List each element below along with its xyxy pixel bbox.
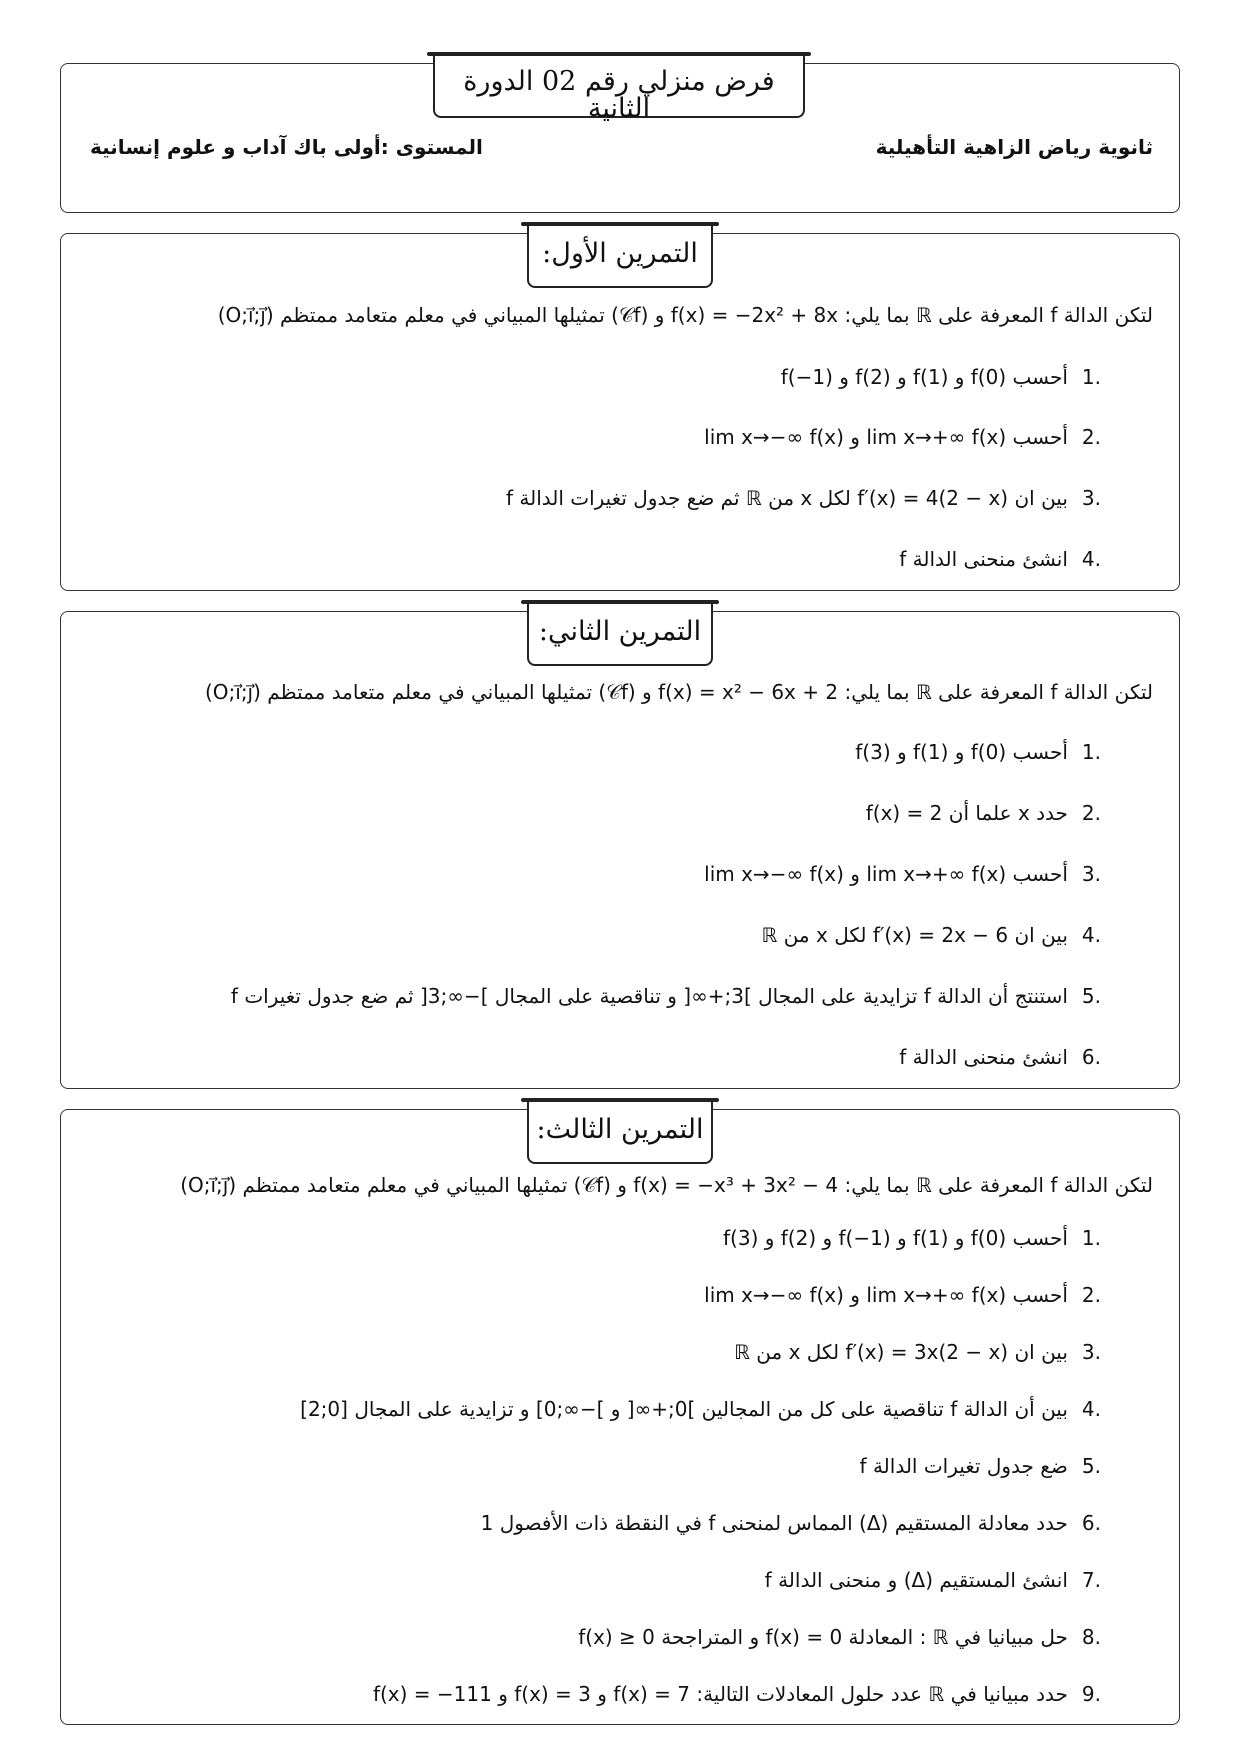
exercise-2-title-tab (527, 604, 713, 666)
question-number: .1 (1081, 1226, 1101, 1250)
question-number: .5 (1081, 1454, 1101, 1478)
question-text: بين أن الدالة f تناقصية على كل من المجالين ]0;+∞[ و ]−∞;0] و تزايدية على المجال [0;2] (300, 1397, 1068, 1421)
question-text: حدد مبيانيا في ℝ عدد حلول المعادلات التالية: f(x) = 7 و f(x) = 3 و f(x) = −111 (372, 1682, 1068, 1706)
exercise-1-title-tab (527, 226, 713, 288)
question-text: أحسب f(0) و f(1) و f(3) (855, 740, 1068, 764)
exercise-2-title: التمرين الثاني: (538, 616, 702, 647)
exercise-3-question-3 (734, 1340, 1101, 1364)
question-number: .6 (1081, 1045, 1101, 1069)
exercise-2-question-5 (231, 984, 1101, 1008)
exercise-3-question-8 (578, 1625, 1101, 1649)
question-text: أحسب f(0) و f(1) و f(−1) و f(2) و f(3) (723, 1226, 1068, 1250)
question-number: .3 (1081, 1340, 1101, 1364)
question-number: .4 (1081, 1397, 1101, 1421)
page-title: فرض منزلي رقم 02 الدورة الثانية (463, 66, 775, 124)
exercise-1-question-2 (704, 425, 1101, 449)
exercise-1-question-4 (899, 547, 1101, 571)
exercise-2-question-3 (704, 862, 1101, 886)
question-number: .3 (1081, 486, 1101, 510)
question-text: بين ان f′(x) = 4(2 − x) لكل x من ℝ ثم ضع جدول تغيرات الدالة f (505, 486, 1068, 510)
question-number: .5 (1081, 984, 1101, 1008)
exercise-2-question-4 (762, 923, 1102, 947)
exercise-3-question-5 (860, 1454, 1101, 1478)
question-text: أحسب f(0) و f(1) و f(2) و f(−1) (780, 365, 1068, 389)
question-text: انشئ منحنى الدالة f (899, 1045, 1068, 1069)
question-number: .6 (1081, 1511, 1101, 1535)
question-text: حدد x علما أن f(x) = 2 (865, 801, 1068, 825)
question-text: أحسب lim x→+∞ f(x) و lim x→−∞ f(x) (704, 1283, 1068, 1307)
level-label: المستوى :أولى باك آداب و علوم إنسانية (90, 135, 483, 159)
exercise-3-question-7 (765, 1568, 1101, 1592)
question-text: ضع جدول تغيرات الدالة f (859, 1454, 1068, 1478)
exercise-3-question-4 (300, 1397, 1101, 1421)
exercise-3-intro: لتكن الدالة f المعرفة على ℝ بما يلي: f(x) = −x³ + 3x² − 4 و (𝒞f) تمثيلها المبياني في معلم متعامد ممتظم (O;i⃗;j⃗) (180, 1173, 1153, 1197)
question-text: استنتج أن الدالة f تزايدية على المجال ]3;+∞[ و تناقصية على المجال ]−∞;3[ ثم ضع جدول تغيرات f (230, 984, 1068, 1008)
question-number: .1 (1081, 365, 1101, 389)
exercise-3-question-9 (373, 1682, 1101, 1706)
question-number: .9 (1081, 1682, 1101, 1706)
exercise-3-question-6 (481, 1511, 1101, 1535)
exercise-2-question-6 (899, 1045, 1101, 1069)
question-number: .1 (1081, 740, 1101, 764)
question-number: .2 (1081, 425, 1101, 449)
exercise-3-title-tab (527, 1102, 713, 1164)
exercise-1-question-3 (506, 486, 1101, 510)
question-text: حل مبيانيا في ℝ : المعادلة f(x) = 0 و المتراجحة f(x) ≥ 0 (578, 1625, 1068, 1649)
exercise-3-question-1 (723, 1226, 1101, 1250)
question-number: .8 (1081, 1625, 1101, 1649)
question-text: حدد معادلة المستقيم (Δ) المماس لمنحنى f في النقطة ذات الأفصول 1 (480, 1511, 1068, 1535)
question-number: .7 (1081, 1568, 1101, 1592)
header-title-tab (433, 56, 805, 124)
question-number: .4 (1081, 923, 1101, 947)
question-number: .4 (1081, 547, 1101, 571)
question-number: .2 (1081, 1283, 1101, 1307)
exercise-3-question-2 (704, 1283, 1101, 1307)
exercise-1-intro: لتكن الدالة f المعرفة على ℝ بما يلي: f(x) = −2x² + 8x و (𝒞f) تمثيلها المبياني في معلم متعامد ممتظم (O;i⃗;j⃗) (217, 303, 1153, 327)
question-text: انشئ المستقيم (Δ) و منحنى الدالة f (764, 1568, 1068, 1592)
exercise-2-question-2 (866, 801, 1101, 825)
question-number: .2 (1081, 801, 1101, 825)
exercise-1-title: التمرين الأول: (542, 238, 698, 269)
exercise-3-title: التمرين الثالث: (536, 1114, 704, 1145)
question-text: بين ان f′(x) = 2x − 6 لكل x من ℝ (761, 923, 1068, 947)
question-number: .3 (1081, 862, 1101, 886)
exercise-1-question-1 (781, 365, 1101, 389)
question-text: بين ان f′(x) = 3x(2 − x) لكل x من ℝ (734, 1340, 1068, 1364)
question-text: انشئ منحنى الدالة f (899, 547, 1068, 571)
question-text: أحسب lim x→+∞ f(x) و lim x→−∞ f(x) (704, 425, 1068, 449)
school-name: ثانوية رياض الزاهية التأهيلية (875, 135, 1153, 159)
exercise-2-intro: لتكن الدالة f المعرفة على ℝ بما يلي: f(x) = x² − 6x + 2 و (𝒞f) تمثيلها المبياني في معلم متعامد ممتظم (O;i⃗;j⃗) (204, 680, 1153, 704)
exercise-2-question-1 (855, 740, 1101, 764)
question-text: أحسب lim x→+∞ f(x) و lim x→−∞ f(x) (704, 862, 1068, 886)
